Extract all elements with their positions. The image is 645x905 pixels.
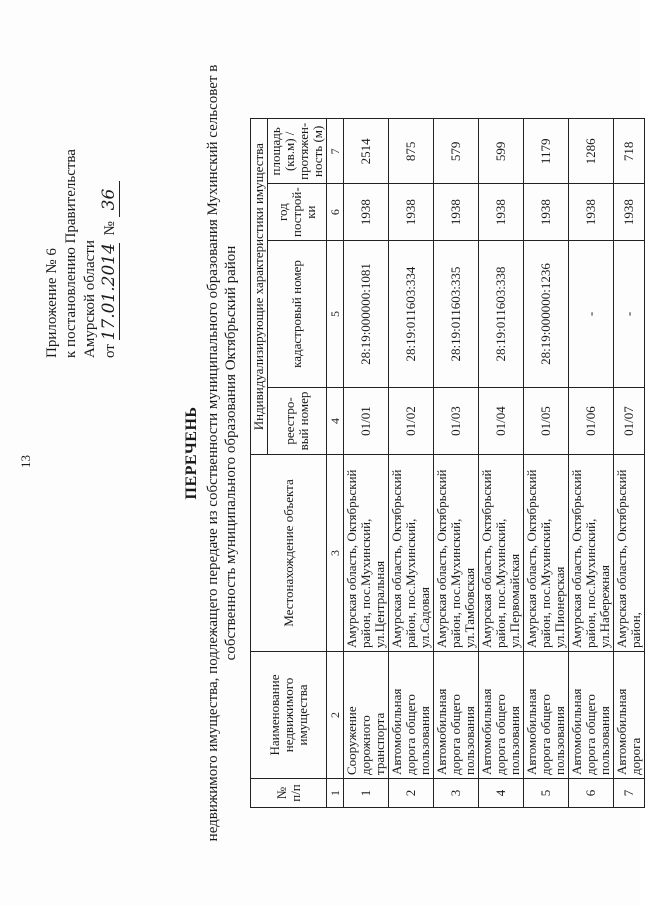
cell-area: 1286 [569,119,614,184]
document-title: ПЕРЕЧЕНЬ [183,406,200,500]
column-number-row [327,119,344,808]
cell-year: 1938 [344,184,389,241]
cell-cadastral: - [614,241,645,388]
cell-year: 1938 [614,184,645,241]
cell-location: Амурская область, Октябрьский район, пос.Мухинский, ул.Набережная [569,455,614,652]
cell-reg: 01/07 [614,388,645,455]
cell-name: Автомобильная дорога [614,652,645,779]
cell-location: Амурская область, Октябрьский район, пос.Мухинский, ул.Пионерская [524,455,569,652]
appendix-line-2: к постановлению Правительства [63,149,79,358]
cell-reg: 01/05 [524,388,569,455]
cell-year: 1938 [479,184,524,241]
table-row [524,119,569,808]
cell-location: Амурская область, Октябрьский район, пос.Мухинский, ул.Садовая [389,455,434,652]
colnum: 3 [327,455,344,652]
table-row [614,119,645,808]
cell-num: 4 [479,779,524,808]
cell-area: 2514 [344,119,389,184]
cell-location: Амурская область, Октябрьский район, [614,455,645,652]
cell-year: 1938 [434,184,479,241]
cell-num: 3 [434,779,479,808]
cell-cadastral: 28:19:011603:338 [479,241,524,388]
table-row [344,119,389,808]
cell-area: 1179 [524,119,569,184]
cell-cadastral: 28:19:011603:335 [434,241,479,388]
date-prefix: от [102,344,118,358]
cell-num: 6 [569,779,614,808]
rotated-sheet [8,38,643,868]
appendix-date-line [100,149,120,358]
cell-area: 875 [389,119,434,184]
cell-reg: 01/04 [479,388,524,455]
cell-name: Автомобильная дорога общего пользования [524,652,569,779]
cell-location: Амурская область, Октябрьский район, пос.Мухинский, ул.Центральная [344,455,389,652]
header-group: Индивидуализирующие характеристики имущества [251,119,268,455]
cell-area: 718 [614,119,645,184]
header-name: Наименование недвижимого имущества [251,652,327,779]
cell-area: 599 [479,119,524,184]
cell-name: Автомобильная дорога общего пользования [389,652,434,779]
handwritten-number: 36 [100,181,120,217]
header-year: год построй-ки [268,184,327,241]
colnum: 6 [327,184,344,241]
cell-num: 1 [344,779,389,808]
heading-line-2: собственность муниципального образования Октябрьский район [223,245,239,661]
page-number: 13 [18,455,33,468]
header-cadastral: кадастровый номер [268,241,327,388]
appendix-block [43,149,120,358]
table-row [389,119,434,808]
colnum: 4 [327,388,344,455]
appendix-line-1: Приложение № 6 [44,248,60,358]
cell-num: 2 [389,779,434,808]
cell-cadastral: 28:19:011603:334 [389,241,434,388]
colnum: 1 [327,779,344,808]
cell-year: 1938 [569,184,614,241]
heading-line-1: недвижимого имущества, подлежащего передаче из собственности муниципального образования Мухинский сельсовет в [205,64,221,842]
cell-cadastral: 28:19:000000:1236 [524,241,569,388]
header-location: Местонахождение объекта [251,455,327,652]
header-area: площадь (кв.м) / протяжен-ность (м) [268,119,327,184]
cell-year: 1938 [524,184,569,241]
cell-reg: 01/03 [434,388,479,455]
handwritten-date: 17.01.2014 [99,243,119,341]
cell-cadastral: 28:19:000000:1081 [344,241,389,388]
cell-year: 1938 [389,184,434,241]
cell-area: 579 [434,119,479,184]
colnum: 5 [327,241,344,388]
table-row [479,119,524,808]
appendix-line-3: Амурской области [82,240,98,358]
table-row [569,119,614,808]
cell-reg: 01/01 [344,388,389,455]
header-num: № п/п [251,779,327,808]
cell-location: Амурская область, Октябрьский район, пос.Мухинский, ул.Тамбовская [434,455,479,652]
cell-cadastral: - [569,241,614,388]
cell-location: Амурская область, Октябрьский район, пос.Мухинский, ул.Первомайская [479,455,524,652]
document-heading [183,38,240,868]
property-table [250,118,645,808]
cell-num: 5 [524,779,569,808]
cell-name: Сооружение дорожного транспорта [344,652,389,779]
number-prefix: № [102,221,118,236]
cell-reg: 01/02 [389,388,434,455]
cell-name: Автомобильная дорога общего пользования [434,652,479,779]
cell-name: Автомобильная дорога общего пользования [569,652,614,779]
cell-num: 7 [614,779,645,808]
colnum: 2 [327,652,344,779]
cell-reg: 01/06 [569,388,614,455]
table-row [434,119,479,808]
cell-name: Автомобильная дорога общего пользования [479,652,524,779]
header-reg: реестро-вый номер [268,388,327,455]
colnum: 7 [327,119,344,184]
